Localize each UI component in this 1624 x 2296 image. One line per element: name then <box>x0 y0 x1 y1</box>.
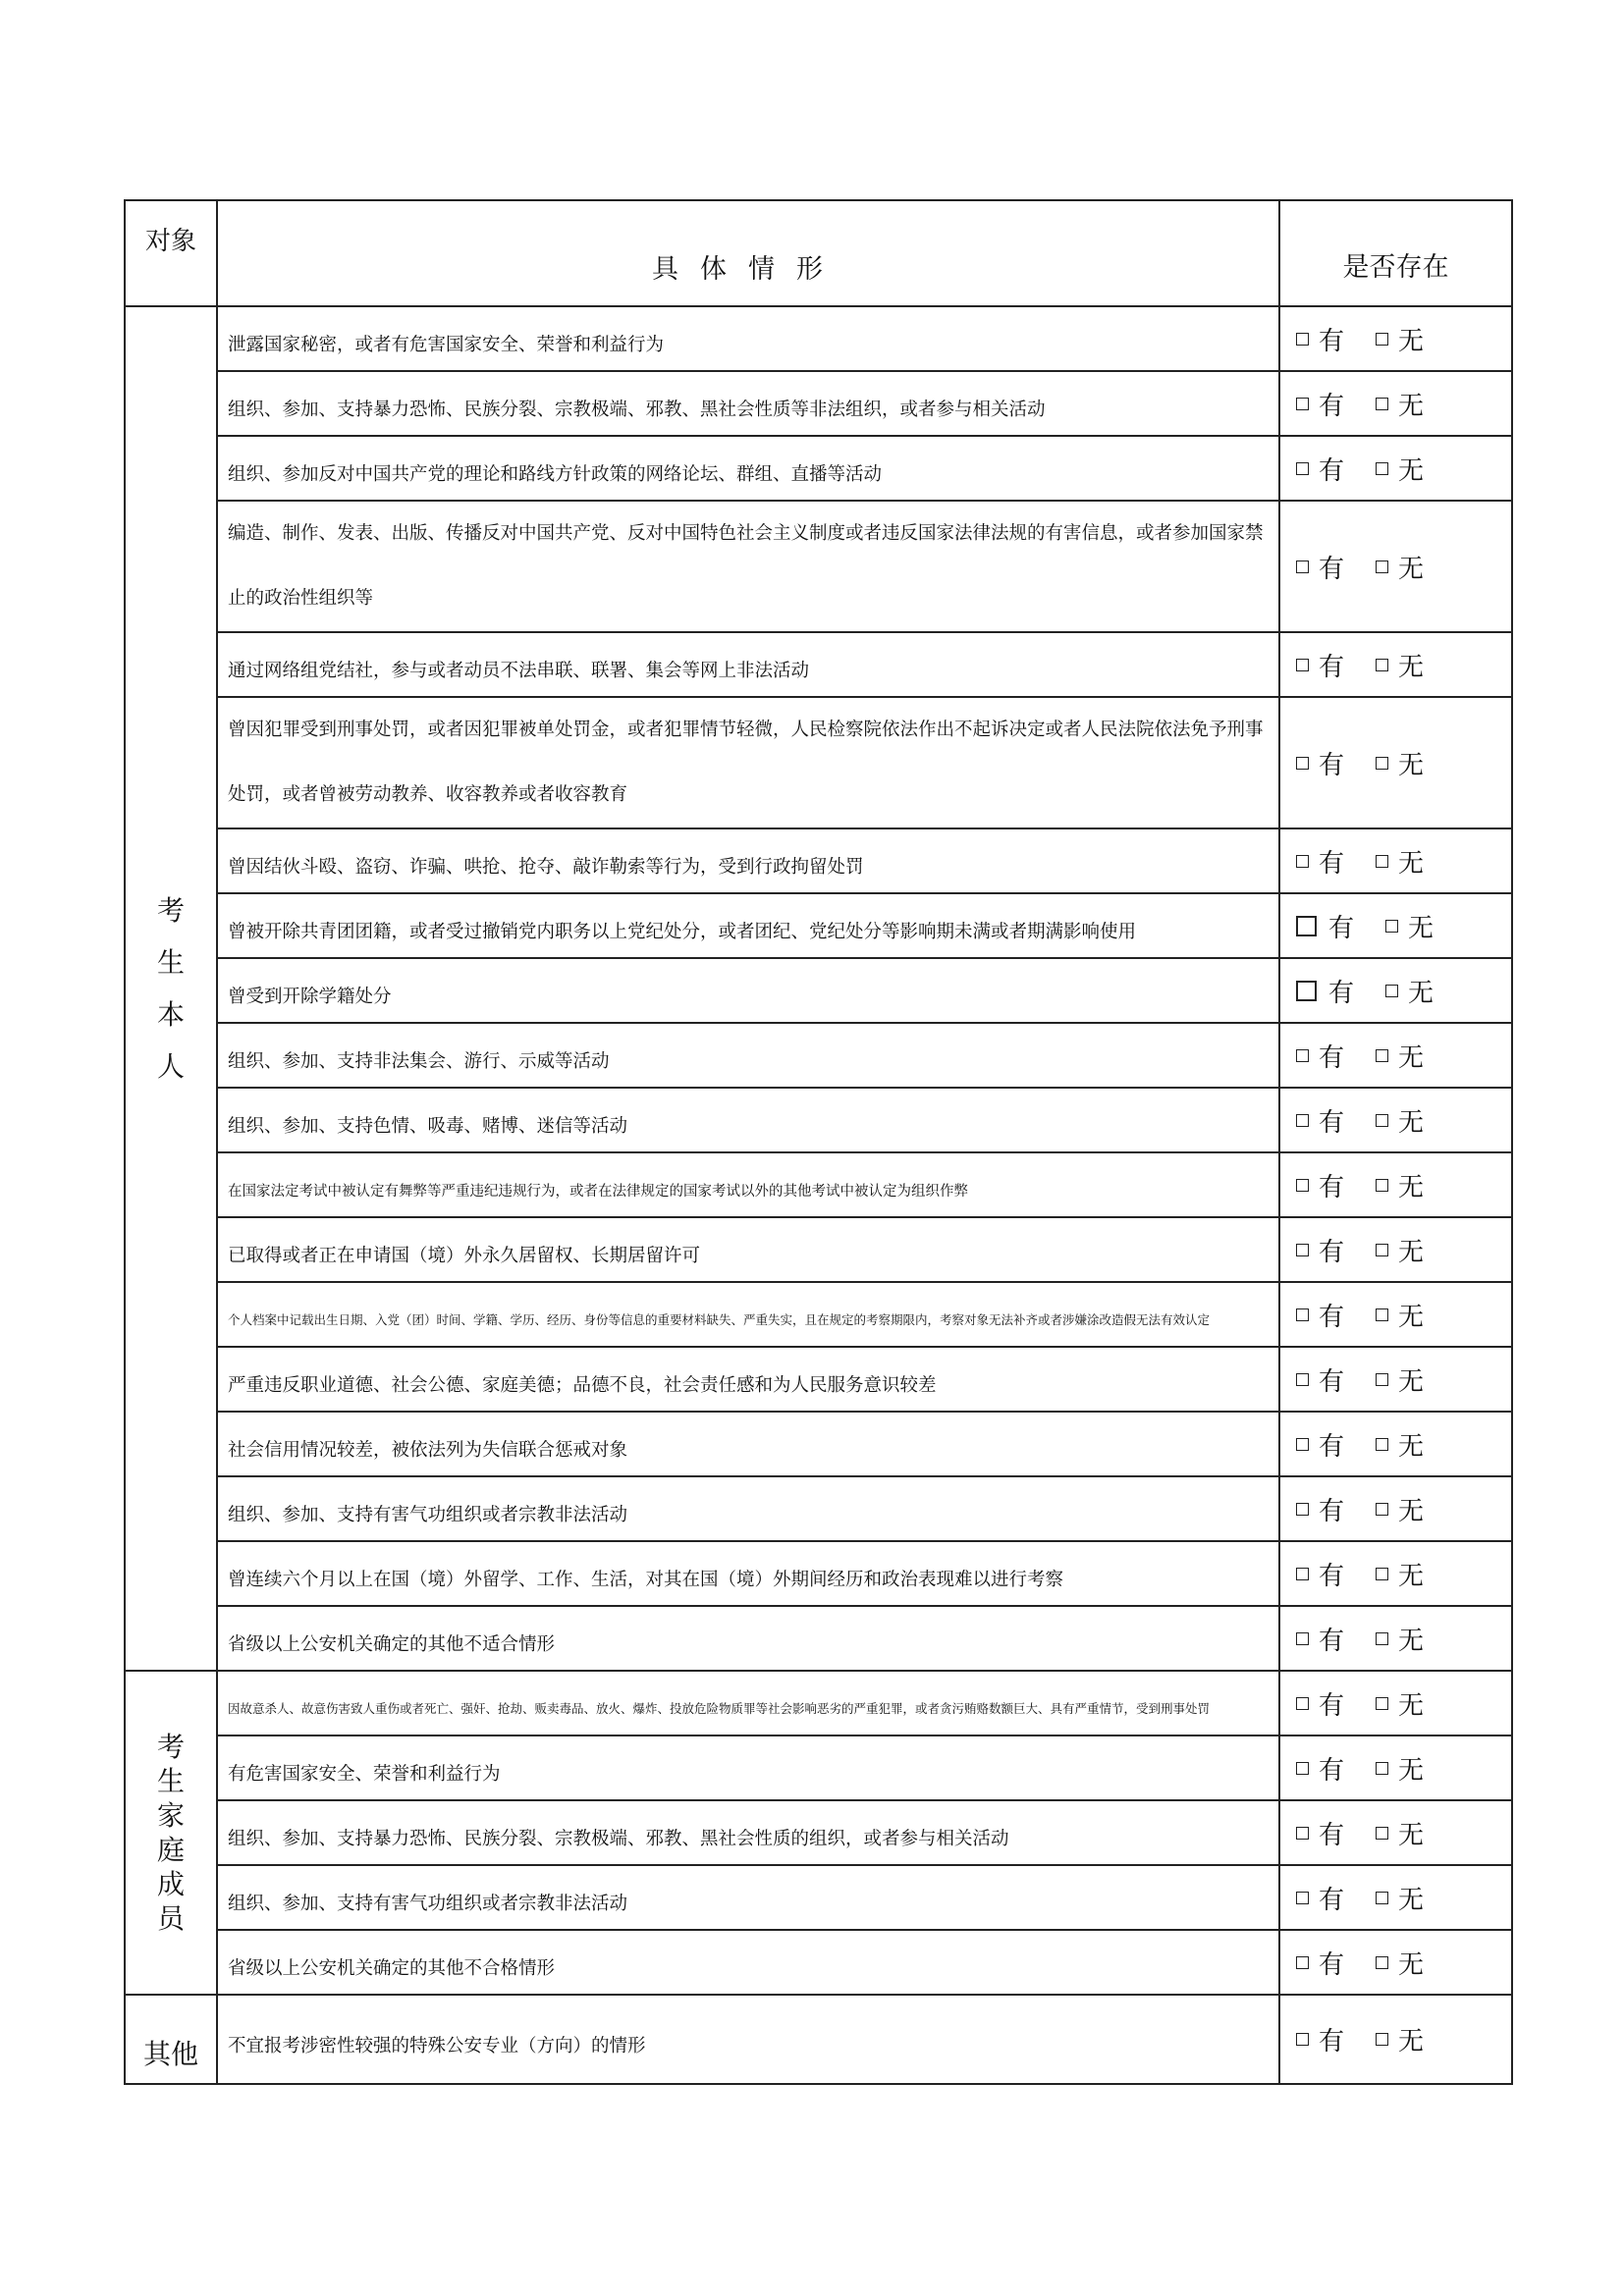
option-yes[interactable] <box>1296 454 1345 486</box>
situation-row <box>125 1347 1512 1412</box>
checkbox-icon[interactable] <box>1296 462 1309 475</box>
situation-description: 组织、参加、支持有害气功组织或者宗教非法活动 <box>217 1476 1279 1541</box>
option-yes-label: 有 <box>1319 1366 1345 1397</box>
header-object: 对象 <box>125 200 217 306</box>
checkbox-icon[interactable] <box>1376 1244 1388 1256</box>
option-yes-label: 有 <box>1319 455 1345 486</box>
option-yes-label: 有 <box>1319 554 1345 584</box>
situation-row <box>125 1476 1512 1541</box>
option-no[interactable] <box>1376 1494 1425 1526</box>
option-yes-label: 有 <box>1319 1820 1345 1850</box>
option-no-label: 无 <box>1408 913 1435 943</box>
situation-row <box>125 1412 1512 1476</box>
option-no[interactable] <box>1385 976 1435 1008</box>
option-no[interactable] <box>1385 911 1435 943</box>
option-yes[interactable] <box>1296 1948 1345 1980</box>
option-no-label: 无 <box>1398 1755 1425 1786</box>
option-no-label: 无 <box>1398 652 1425 682</box>
option-yes-label: 有 <box>1319 1302 1345 1332</box>
group-family-label: 考生家庭成员 <box>156 1731 185 1935</box>
option-no[interactable] <box>1376 324 1425 356</box>
situation-row <box>125 1735 1512 1800</box>
checkbox-icon[interactable] <box>1296 1503 1309 1516</box>
exists-options <box>1279 697 1512 828</box>
checkbox-icon[interactable] <box>1385 985 1398 997</box>
situation-row <box>125 632 1512 697</box>
option-no[interactable] <box>1376 1041 1425 1073</box>
option-yes[interactable] <box>1296 1559 1345 1591</box>
option-yes-label: 有 <box>1319 1431 1345 1462</box>
exists-options <box>1279 1735 1512 1800</box>
option-yes-label: 有 <box>1319 1107 1345 1138</box>
exists-options <box>1279 1930 1512 1995</box>
situation-description: 组织、参加反对中国共产党的理论和路线方针政策的网络论坛、群组、直播等活动 <box>217 436 1279 501</box>
option-no[interactable] <box>1376 1688 1425 1721</box>
situation-row <box>125 1152 1512 1217</box>
exists-options <box>1279 1671 1512 1735</box>
option-yes[interactable] <box>1296 1300 1345 1332</box>
exists-options <box>1279 1023 1512 1088</box>
option-no-label: 无 <box>1398 455 1425 486</box>
option-yes-label: 有 <box>1328 978 1355 1008</box>
option-no-label: 无 <box>1398 1885 1425 1915</box>
situation-row <box>125 1541 1512 1606</box>
option-yes[interactable] <box>1296 846 1345 879</box>
exists-options <box>1279 1217 1512 1282</box>
option-yes-label: 有 <box>1319 1690 1345 1721</box>
situation-description: 曾因结伙斗殴、盗窃、诈骗、哄抢、抢夺、敲诈勒索等行为，受到行政拘留处罚 <box>217 828 1279 893</box>
option-no-label: 无 <box>1398 1690 1425 1721</box>
situation-row <box>125 436 1512 501</box>
header-description: 具体情形 <box>217 200 1279 306</box>
exists-options <box>1279 1800 1512 1865</box>
exists-options <box>1279 436 1512 501</box>
option-no-label: 无 <box>1398 1496 1425 1526</box>
checkbox-icon[interactable] <box>1296 1956 1309 1969</box>
checkbox-icon[interactable] <box>1376 2033 1388 2046</box>
situation-description: 编造、制作、发表、出版、传播反对中国共产党、反对中国特色社会主义制度或者违反国家法律法规的有害信息，或者参加国家禁止的政治性组织等 <box>217 501 1279 632</box>
option-yes[interactable] <box>1296 1170 1344 1200</box>
situation-description: 省级以上公安机关确定的其他不合格情形 <box>217 1930 1279 1995</box>
option-no-label: 无 <box>1398 1302 1425 1332</box>
situation-row <box>125 697 1512 828</box>
option-no-label: 无 <box>1398 1626 1425 1656</box>
option-yes-label: 有 <box>1319 1626 1345 1656</box>
option-yes-label: 有 <box>1319 1561 1345 1591</box>
exists-options <box>1279 1412 1512 1476</box>
exists-options <box>1279 893 1512 958</box>
checkbox-icon[interactable] <box>1376 1438 1388 1451</box>
situation-description: 组织、参加、支持色情、吸毒、赌博、迷信等活动 <box>217 1088 1279 1152</box>
situation-description: 省级以上公安机关确定的其他不适合情形 <box>217 1606 1279 1671</box>
checkbox-icon[interactable] <box>1296 1308 1309 1321</box>
option-no-label: 无 <box>1398 554 1425 584</box>
option-yes-label: 有 <box>1319 326 1345 356</box>
option-no[interactable] <box>1376 1883 1425 1915</box>
group-self <box>125 306 217 1671</box>
checkbox-icon[interactable] <box>1376 398 1388 410</box>
option-no-label: 无 <box>1398 1949 1425 1980</box>
checkbox-icon[interactable] <box>1376 1892 1388 1904</box>
checkbox-icon[interactable] <box>1376 1373 1388 1386</box>
exists-options <box>1279 371 1512 436</box>
option-yes-label: 有 <box>1319 1172 1345 1202</box>
checkbox-icon[interactable] <box>1296 333 1309 346</box>
situation-row <box>125 1865 1512 1930</box>
option-yes[interactable] <box>1296 324 1345 356</box>
option-no[interactable] <box>1376 846 1425 879</box>
option-no-label: 无 <box>1398 1237 1425 1267</box>
situation-description: 通过网络组党结社，参与或者动员不法串联、联署、集会等网上非法活动 <box>217 632 1279 697</box>
checkbox-icon[interactable] <box>1376 659 1388 671</box>
exists-options <box>1279 1995 1512 2084</box>
checkbox-icon[interactable] <box>1376 855 1388 868</box>
situation-description: 曾被开除共青团团籍，或者受过撤销党内职务以上党纪处分，或者团纪、党纪处分等影响期未满或者期满影响使用 <box>217 893 1279 958</box>
checkbox-icon[interactable] <box>1376 1114 1388 1127</box>
situation-row <box>125 501 1512 632</box>
situation-row <box>125 371 1512 436</box>
situation-description: 有危害国家安全、荣誉和利益行为 <box>217 1735 1279 1800</box>
option-no[interactable] <box>1376 1364 1425 1397</box>
option-yes[interactable] <box>1296 1364 1345 1397</box>
option-yes-label: 有 <box>1319 391 1345 421</box>
option-no-label: 无 <box>1398 750 1425 780</box>
option-yes-label: 有 <box>1319 652 1345 682</box>
option-no[interactable] <box>1376 552 1425 584</box>
option-yes-label: 有 <box>1319 750 1345 780</box>
situation-description: 组织、参加、支持有害气功组织或者宗教非法活动 <box>217 1865 1279 1930</box>
situation-row <box>125 1282 1512 1347</box>
checkbox-icon[interactable] <box>1376 1179 1388 1192</box>
option-yes-label: 有 <box>1328 913 1355 943</box>
option-yes-label: 有 <box>1319 848 1345 879</box>
situation-description: 不宜报考涉密性较强的特殊公安专业（方向）的情形 <box>217 1995 1279 2084</box>
situation-description: 严重违反职业道德、社会公德、家庭美德；品德不良，社会责任感和为人民服务意识较差 <box>217 1347 1279 1412</box>
option-yes[interactable] <box>1296 1753 1345 1786</box>
group-other-label: 其他 <box>142 2038 198 2070</box>
exists-options <box>1279 1347 1512 1412</box>
option-no[interactable] <box>1376 1753 1425 1786</box>
option-yes[interactable] <box>1296 1494 1345 1526</box>
situation-row <box>125 1930 1512 1995</box>
situation-row <box>125 306 1512 371</box>
option-yes[interactable] <box>1296 1818 1345 1850</box>
checkbox-icon[interactable] <box>1296 1438 1309 1451</box>
exists-options <box>1279 1606 1512 1671</box>
group-self-label: 考生本人 <box>156 893 185 1084</box>
checkbox-icon[interactable] <box>1376 1308 1388 1321</box>
exists-options <box>1279 1282 1512 1347</box>
checkbox-icon[interactable] <box>1296 1179 1309 1192</box>
option-no[interactable] <box>1376 748 1425 780</box>
option-yes-label: 有 <box>1319 2027 1345 2056</box>
checkbox-icon[interactable] <box>1376 757 1388 770</box>
option-no[interactable] <box>1376 1105 1425 1138</box>
group-family <box>125 1671 217 1995</box>
situation-row <box>125 1606 1512 1671</box>
situation-row <box>125 1088 1512 1152</box>
situation-row <box>125 1217 1512 1282</box>
option-yes[interactable] <box>1296 2024 1344 2054</box>
checkbox-icon[interactable] <box>1296 1827 1309 1840</box>
situation-row <box>125 828 1512 893</box>
option-yes[interactable] <box>1296 650 1345 682</box>
checkbox-icon[interactable] <box>1376 1503 1388 1516</box>
option-yes[interactable] <box>1296 1429 1345 1462</box>
checkbox-icon[interactable] <box>1296 2033 1309 2046</box>
option-no-label: 无 <box>1398 1172 1425 1202</box>
checkbox-icon[interactable] <box>1376 1827 1388 1840</box>
checkbox-icon[interactable] <box>1296 1632 1309 1645</box>
option-no[interactable] <box>1376 650 1425 682</box>
option-yes[interactable] <box>1296 976 1355 1008</box>
situation-description: 组织、参加、支持非法集会、游行、示威等活动 <box>217 1023 1279 1088</box>
checkbox-icon[interactable] <box>1296 398 1309 410</box>
option-yes[interactable] <box>1296 1624 1345 1656</box>
exists-options <box>1279 1865 1512 1930</box>
checkbox-icon[interactable] <box>1376 333 1388 346</box>
header-exists: 是否存在 <box>1279 200 1512 306</box>
checkbox-icon[interactable] <box>1296 1892 1309 1904</box>
situation-row <box>125 958 1512 1023</box>
exists-options <box>1279 306 1512 371</box>
checkbox-icon[interactable] <box>1296 855 1309 868</box>
situation-description: 因故意杀人、故意伤害致人重伤或者死亡、强奸、抢劫、贩卖毒品、放火、爆炸、投放危险物质罪等社会影响恶劣的严重犯罪，或者贪污贿赂数额巨大、具有严重情节，受到刑事处罚 <box>217 1671 1279 1735</box>
checkbox-icon[interactable] <box>1296 1244 1309 1256</box>
option-no[interactable] <box>1376 389 1425 421</box>
checkbox-icon[interactable] <box>1385 920 1398 933</box>
checkbox-icon[interactable] <box>1376 1956 1388 1969</box>
checkbox-icon[interactable] <box>1376 1762 1388 1775</box>
option-yes[interactable] <box>1296 552 1345 584</box>
exists-options <box>1279 1088 1512 1152</box>
option-yes[interactable] <box>1296 748 1345 780</box>
exists-options <box>1279 1152 1512 1217</box>
review-form-table <box>124 199 1513 2085</box>
option-no-label: 无 <box>1398 326 1425 356</box>
option-no[interactable] <box>1376 454 1425 486</box>
checkbox-icon[interactable] <box>1296 1568 1309 1580</box>
option-no[interactable] <box>1376 1429 1425 1462</box>
option-yes-label: 有 <box>1319 1755 1345 1786</box>
exists-options <box>1279 958 1512 1023</box>
option-yes[interactable] <box>1296 1883 1345 1915</box>
exists-options <box>1279 1476 1512 1541</box>
option-no-label: 无 <box>1398 1366 1425 1397</box>
option-no-label: 无 <box>1398 2027 1425 2056</box>
situation-description: 已取得或者正在申请国（境）外永久居留权、长期居留许可 <box>217 1217 1279 1282</box>
option-no-label: 无 <box>1398 391 1425 421</box>
option-yes-label: 有 <box>1319 1042 1345 1073</box>
option-no[interactable] <box>1376 2024 1424 2054</box>
checkbox-icon[interactable] <box>1296 757 1309 770</box>
option-yes-label: 有 <box>1319 1885 1345 1915</box>
group-other <box>125 1995 217 2084</box>
checkbox-icon[interactable] <box>1376 1568 1388 1580</box>
option-no[interactable] <box>1376 1559 1425 1591</box>
checkbox-icon[interactable] <box>1376 462 1388 475</box>
situation-row <box>125 1671 1512 1735</box>
situation-row <box>125 893 1512 958</box>
checkbox-icon[interactable] <box>1296 1114 1309 1127</box>
checkbox-icon[interactable] <box>1376 1049 1388 1062</box>
situation-row <box>125 1995 1512 2084</box>
checkbox-icon[interactable] <box>1296 659 1309 671</box>
exists-options <box>1279 501 1512 632</box>
option-no[interactable] <box>1376 1300 1425 1332</box>
option-no-label: 无 <box>1398 1820 1425 1850</box>
situation-description: 曾因犯罪受到刑事处罚，或者因犯罪被单处罚金，或者犯罪情节轻微，人民检察院依法作出不起诉决定或者人民法院依法免予刑事处罚，或者曾被劳动教养、收容教养或者收容教育 <box>217 697 1279 828</box>
option-yes[interactable] <box>1296 1041 1345 1073</box>
checkbox-icon[interactable] <box>1296 916 1317 936</box>
option-no[interactable] <box>1376 1235 1425 1267</box>
situation-description: 曾受到开除学籍处分 <box>217 958 1279 1023</box>
checkbox-icon[interactable] <box>1296 1049 1309 1062</box>
option-yes-label: 有 <box>1319 1949 1345 1980</box>
option-yes[interactable] <box>1296 1235 1345 1267</box>
option-no[interactable] <box>1376 1170 1424 1200</box>
situation-description: 个人档案中记载出生日期、入党（团）时间、学籍、学历、经历、身份等信息的重要材料缺失、严重失实，且在规定的考察期限内，考察对象无法补齐或者涉嫌涂改造假无法有效认定 <box>217 1282 1279 1347</box>
option-no-label: 无 <box>1398 1042 1425 1073</box>
situation-description: 社会信用情况较差，被依法列为失信联合惩戒对象 <box>217 1412 1279 1476</box>
option-yes[interactable] <box>1296 911 1355 943</box>
option-no-label: 无 <box>1398 1561 1425 1591</box>
checkbox-icon[interactable] <box>1296 1373 1309 1386</box>
situation-row <box>125 1800 1512 1865</box>
option-yes[interactable] <box>1296 1105 1345 1138</box>
option-no-label: 无 <box>1398 1431 1425 1462</box>
option-yes-label: 有 <box>1319 1496 1345 1526</box>
option-no-label: 无 <box>1398 848 1425 879</box>
option-no[interactable] <box>1376 1818 1425 1850</box>
situation-description: 组织、参加、支持暴力恐怖、民族分裂、宗教极端、邪教、黑社会性质的组织，或者参与相关活动 <box>217 1800 1279 1865</box>
exists-options <box>1279 828 1512 893</box>
checkbox-icon[interactable] <box>1296 981 1317 1001</box>
option-yes[interactable] <box>1296 389 1345 421</box>
option-no[interactable] <box>1376 1948 1425 1980</box>
option-no-label: 无 <box>1398 1107 1425 1138</box>
checkbox-icon[interactable] <box>1376 1632 1388 1645</box>
checkbox-icon[interactable] <box>1296 1697 1309 1710</box>
option-yes-label: 有 <box>1319 1237 1345 1267</box>
option-no[interactable] <box>1376 1624 1425 1656</box>
situation-description: 泄露国家秘密，或者有危害国家安全、荣誉和利益行为 <box>217 306 1279 371</box>
checkbox-icon[interactable] <box>1296 1762 1309 1775</box>
checkbox-icon[interactable] <box>1376 1697 1388 1710</box>
situation-row <box>125 1023 1512 1088</box>
exists-options <box>1279 632 1512 697</box>
exists-options <box>1279 1541 1512 1606</box>
situation-description: 组织、参加、支持暴力恐怖、民族分裂、宗教极端、邪教、黑社会性质等非法组织，或者参与相关活动 <box>217 371 1279 436</box>
checkbox-icon[interactable] <box>1376 561 1388 573</box>
checkbox-icon[interactable] <box>1296 561 1309 573</box>
situation-description: 在国家法定考试中被认定有舞弊等严重违纪违规行为，或者在法律规定的国家考试以外的其他考试中被认定为组织作弊 <box>217 1152 1279 1217</box>
situation-description: 曾连续六个月以上在国（境）外留学、工作、生活，对其在国（境）外期间经历和政治表现难以进行考察 <box>217 1541 1279 1606</box>
header-row <box>125 200 1512 306</box>
option-yes[interactable] <box>1296 1688 1345 1721</box>
option-no-label: 无 <box>1408 978 1435 1008</box>
